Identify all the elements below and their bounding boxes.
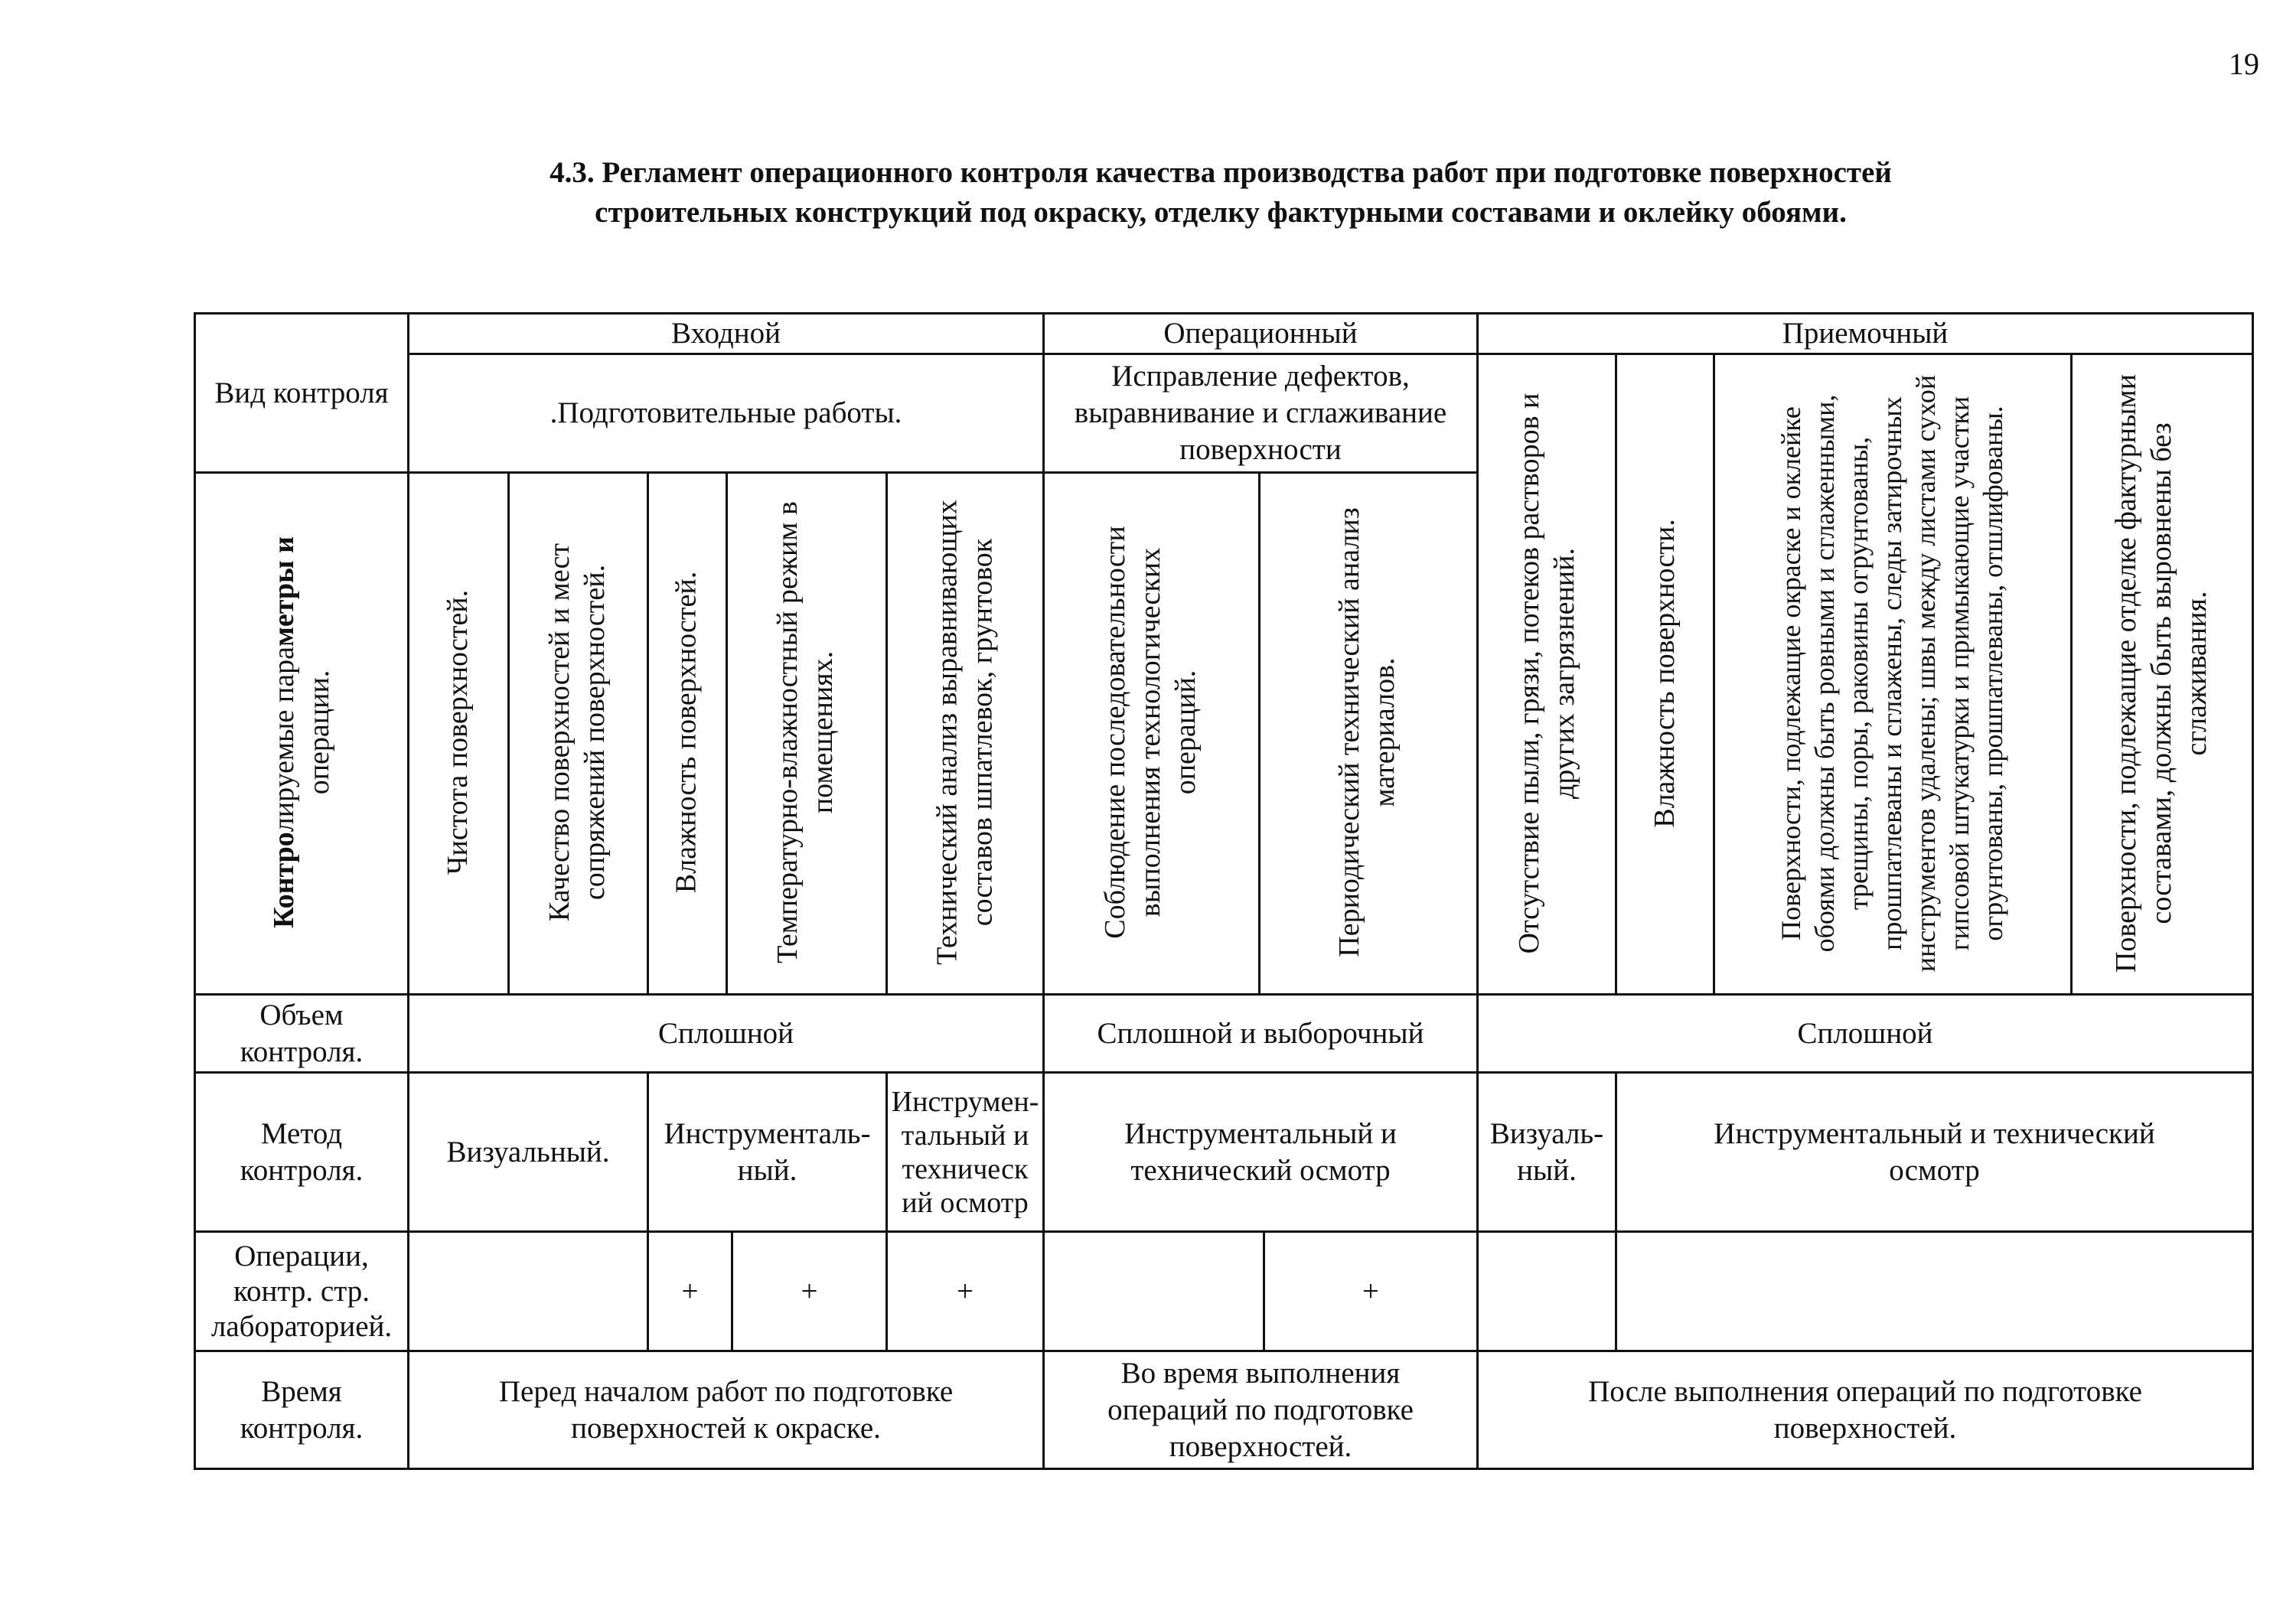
- operacii-mark-temperatura: +: [801, 1274, 818, 1308]
- param-poverhnosti-okraska: Поверхности, подлежащие окраске и оклейке обоями должны быть ровными и сглаженными, трещины, поры, раковины огрунтованы, прошпатлеваны и сглажены, следы затирочных инструментов удалены; швы между листами сухой гипсовой штукатурки и примыкающие участки огрунтованы, прошпатлеваны, отшлифованы.: [1776, 374, 2008, 973]
- param-vlazhnost: Влажность поверхностей.: [670, 571, 702, 894]
- group-operacionny: Операционный: [1163, 317, 1358, 350]
- params-bold-part: Контро: [268, 832, 300, 929]
- group-priemochny: Приемочный: [1782, 317, 1949, 350]
- row-header-vremya: Время контроля.: [240, 1374, 364, 1445]
- page-number: 19: [2229, 47, 2259, 81]
- row-header-parameters: [263, 476, 340, 989]
- operacii-mark-periodichesky: +: [1362, 1274, 1379, 1308]
- param-periodichesky: Периодический технический анализ материалов.: [1333, 507, 1401, 957]
- vremya-priemochny: После выполнения операций по подготовке поверхностей.: [1588, 1374, 2142, 1445]
- metod-instr-tech: Инструмен-тальный и техническ ий осмотр: [891, 1085, 1039, 1219]
- params-bold-part-2: метры и: [268, 536, 300, 647]
- param-vlazhnost-poverhnosti: Влажность поверхности.: [1649, 519, 1681, 828]
- param-otsutstvie-pyli: Отсутствие пыли, грязи, потеков растворов и других загрязнений.: [1513, 393, 1580, 954]
- vremya-operacionny: Во время выполнения операций по подготовке поверхностей.: [1107, 1356, 1414, 1463]
- param-temperaturny: Температурно-влажностный режим в помещениях.: [771, 501, 839, 963]
- metod-operacionny: Инструментальный и технический осмотр: [1124, 1116, 1397, 1187]
- param-soblyudenie: Соблюдение последовательности выполнения технологических операций.: [1099, 526, 1202, 939]
- obem-operacionny: Сплошной и выборочный: [1097, 1016, 1424, 1050]
- metod-vizualny: Визуальный.: [446, 1135, 610, 1168]
- row-header-vid-kontrolya: Вид контроля: [214, 376, 389, 409]
- title-line-2: строительных конструкций под окраску, отделку фактурными составами и оклейку обоями.: [595, 196, 1847, 229]
- subgroup-podgotovitelnye: .Подготовительные работы.: [550, 396, 902, 429]
- row-header-obem: Объем контроля.: [240, 998, 364, 1068]
- row-header-operacii: Операции, контр. стр. лабораторией.: [210, 1239, 393, 1343]
- params-tail: операции.: [303, 670, 335, 795]
- metod-instrumentalny: Инструменталь-ный.: [664, 1116, 871, 1187]
- metod-vizualny-priem: Визуаль-ный.: [1489, 1116, 1604, 1187]
- group-vhodnoy: Входной: [671, 317, 781, 350]
- operacii-mark-vlazhnost: +: [681, 1274, 699, 1308]
- title-line-1: 4.3. Регламент операционного контроля качества производства работ при подготовке поверхностей: [550, 156, 1892, 189]
- operacii-mark-analiz: +: [957, 1274, 974, 1308]
- param-chistota: Чистота поверхностей.: [442, 589, 474, 875]
- obem-vhodnoy: Сплошной: [657, 1016, 794, 1050]
- vremya-vhodnoy: Перед началом работ по подготовке поверхностей к окраске.: [498, 1374, 954, 1445]
- row-header-metod: Метод контроля.: [240, 1116, 364, 1187]
- subgroup-ispravlenie: Исправление дефектов, выравнивание и сглаживание поверхности: [1074, 360, 1447, 466]
- document-title: [253, 153, 2189, 233]
- obem-priemochny: Сплошной: [1797, 1016, 1933, 1050]
- param-kachestvo: Качество поверхностей и мест сопряжений поверхностей.: [543, 543, 611, 922]
- metod-priemochny: Инструментальный и технический осмотр: [1714, 1116, 2155, 1187]
- param-tech-analiz: Технический анализ выравнивающих составов шпатлевок, грунтовок: [931, 500, 998, 965]
- params-rest: лируемые пара: [268, 647, 300, 833]
- param-poverhnosti-faktura: Поверхности, подлежащие отделке фактурными составами, должны быть выровнены без сглаживания.: [2110, 373, 2213, 973]
